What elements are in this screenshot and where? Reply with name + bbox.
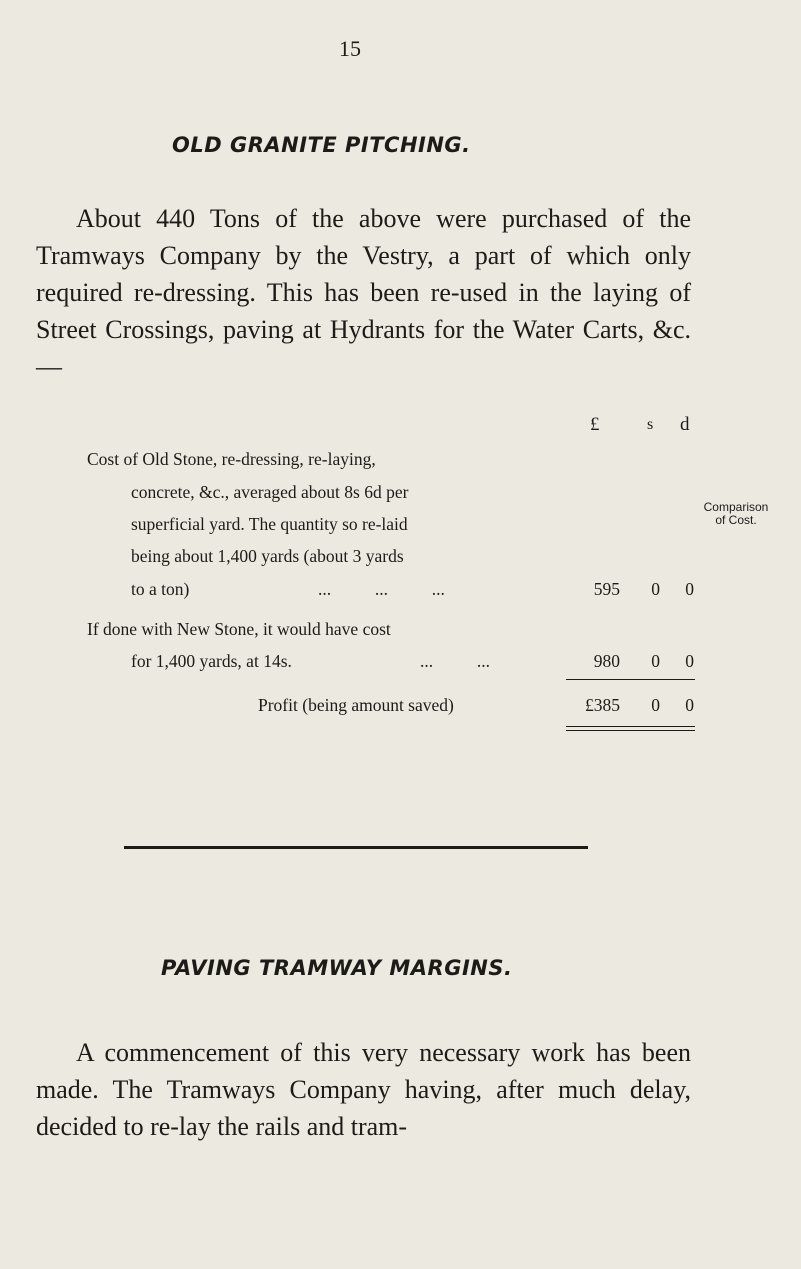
paragraph-line: has been made. The Tramways Company having,: [36, 1038, 691, 1104]
paragraph-line: A commencement of this very necessary work: [76, 1038, 585, 1067]
paragraph-line: after much delay, decided to re-lay the rails and tram-: [36, 1075, 692, 1141]
margin-note-line: Comparison: [703, 500, 769, 514]
section-divider: [124, 846, 588, 849]
paragraph-line: the Tramways Company by the Vestry, a part of: [36, 204, 692, 270]
paragraph-line: which only required re-dressing. This has been: [36, 241, 692, 307]
section-heading-old-granite: OLD GRANITE PITCHING.: [172, 133, 471, 157]
row1-line: Cost of Old Stone, re-dressing, re-laying,: [87, 449, 376, 469]
row3-shillings: 0: [651, 695, 660, 715]
header-shillings: s: [647, 416, 654, 433]
paragraph-line: re-used in the laying of Street Crossings, paving at: [36, 278, 692, 344]
row3-pounds: £385: [585, 695, 620, 715]
cost-comparison-table: [0, 408, 801, 748]
row2-line: for 1,400 yards, at 14s.: [131, 651, 292, 671]
total-double-rule: [566, 730, 695, 731]
row1-pence: 0: [685, 579, 694, 599]
row2-pounds: 980: [593, 651, 620, 671]
row1-line: concrete, &c., averaged about 8s 6d per: [131, 482, 409, 502]
subtotal-rule: [566, 679, 695, 680]
section-heading-paving-tramway: PAVING TRAMWAY MARGINS.: [161, 956, 513, 980]
row1-pounds: 595: [593, 579, 620, 599]
header-pence: d: [680, 414, 690, 435]
row1-line: superficial yard. The quantity so re-laid: [131, 514, 408, 534]
row1-dots: ... ... ...: [318, 579, 445, 599]
row2-pence: 0: [685, 651, 694, 671]
paragraph-line: About 440 Tons of the above were purchased of: [76, 204, 645, 233]
row1-line: to a ton): [131, 579, 190, 599]
row2-dots: ... ...: [420, 651, 490, 671]
row3-label: Profit (being amount saved): [258, 695, 454, 715]
paragraph-old-granite: [36, 200, 691, 385]
header-pounds: £: [590, 414, 600, 435]
row1-line: being about 1,400 yards (about 3 yards: [131, 546, 404, 566]
margin-note: [700, 501, 772, 527]
margin-note-line: of Cost.: [715, 513, 757, 527]
row3-pence: 0: [685, 695, 694, 715]
paragraph-line: Hydrants for the Water Carts, &c.—: [36, 315, 691, 381]
total-double-rule: [566, 726, 695, 727]
row1-shillings: 0: [651, 579, 660, 599]
row2-line: If done with New Stone, it would have cost: [87, 619, 391, 639]
row2-shillings: 0: [651, 651, 660, 671]
paragraph-paving-tramway: [36, 1034, 691, 1145]
page-number: 15: [339, 36, 361, 61]
